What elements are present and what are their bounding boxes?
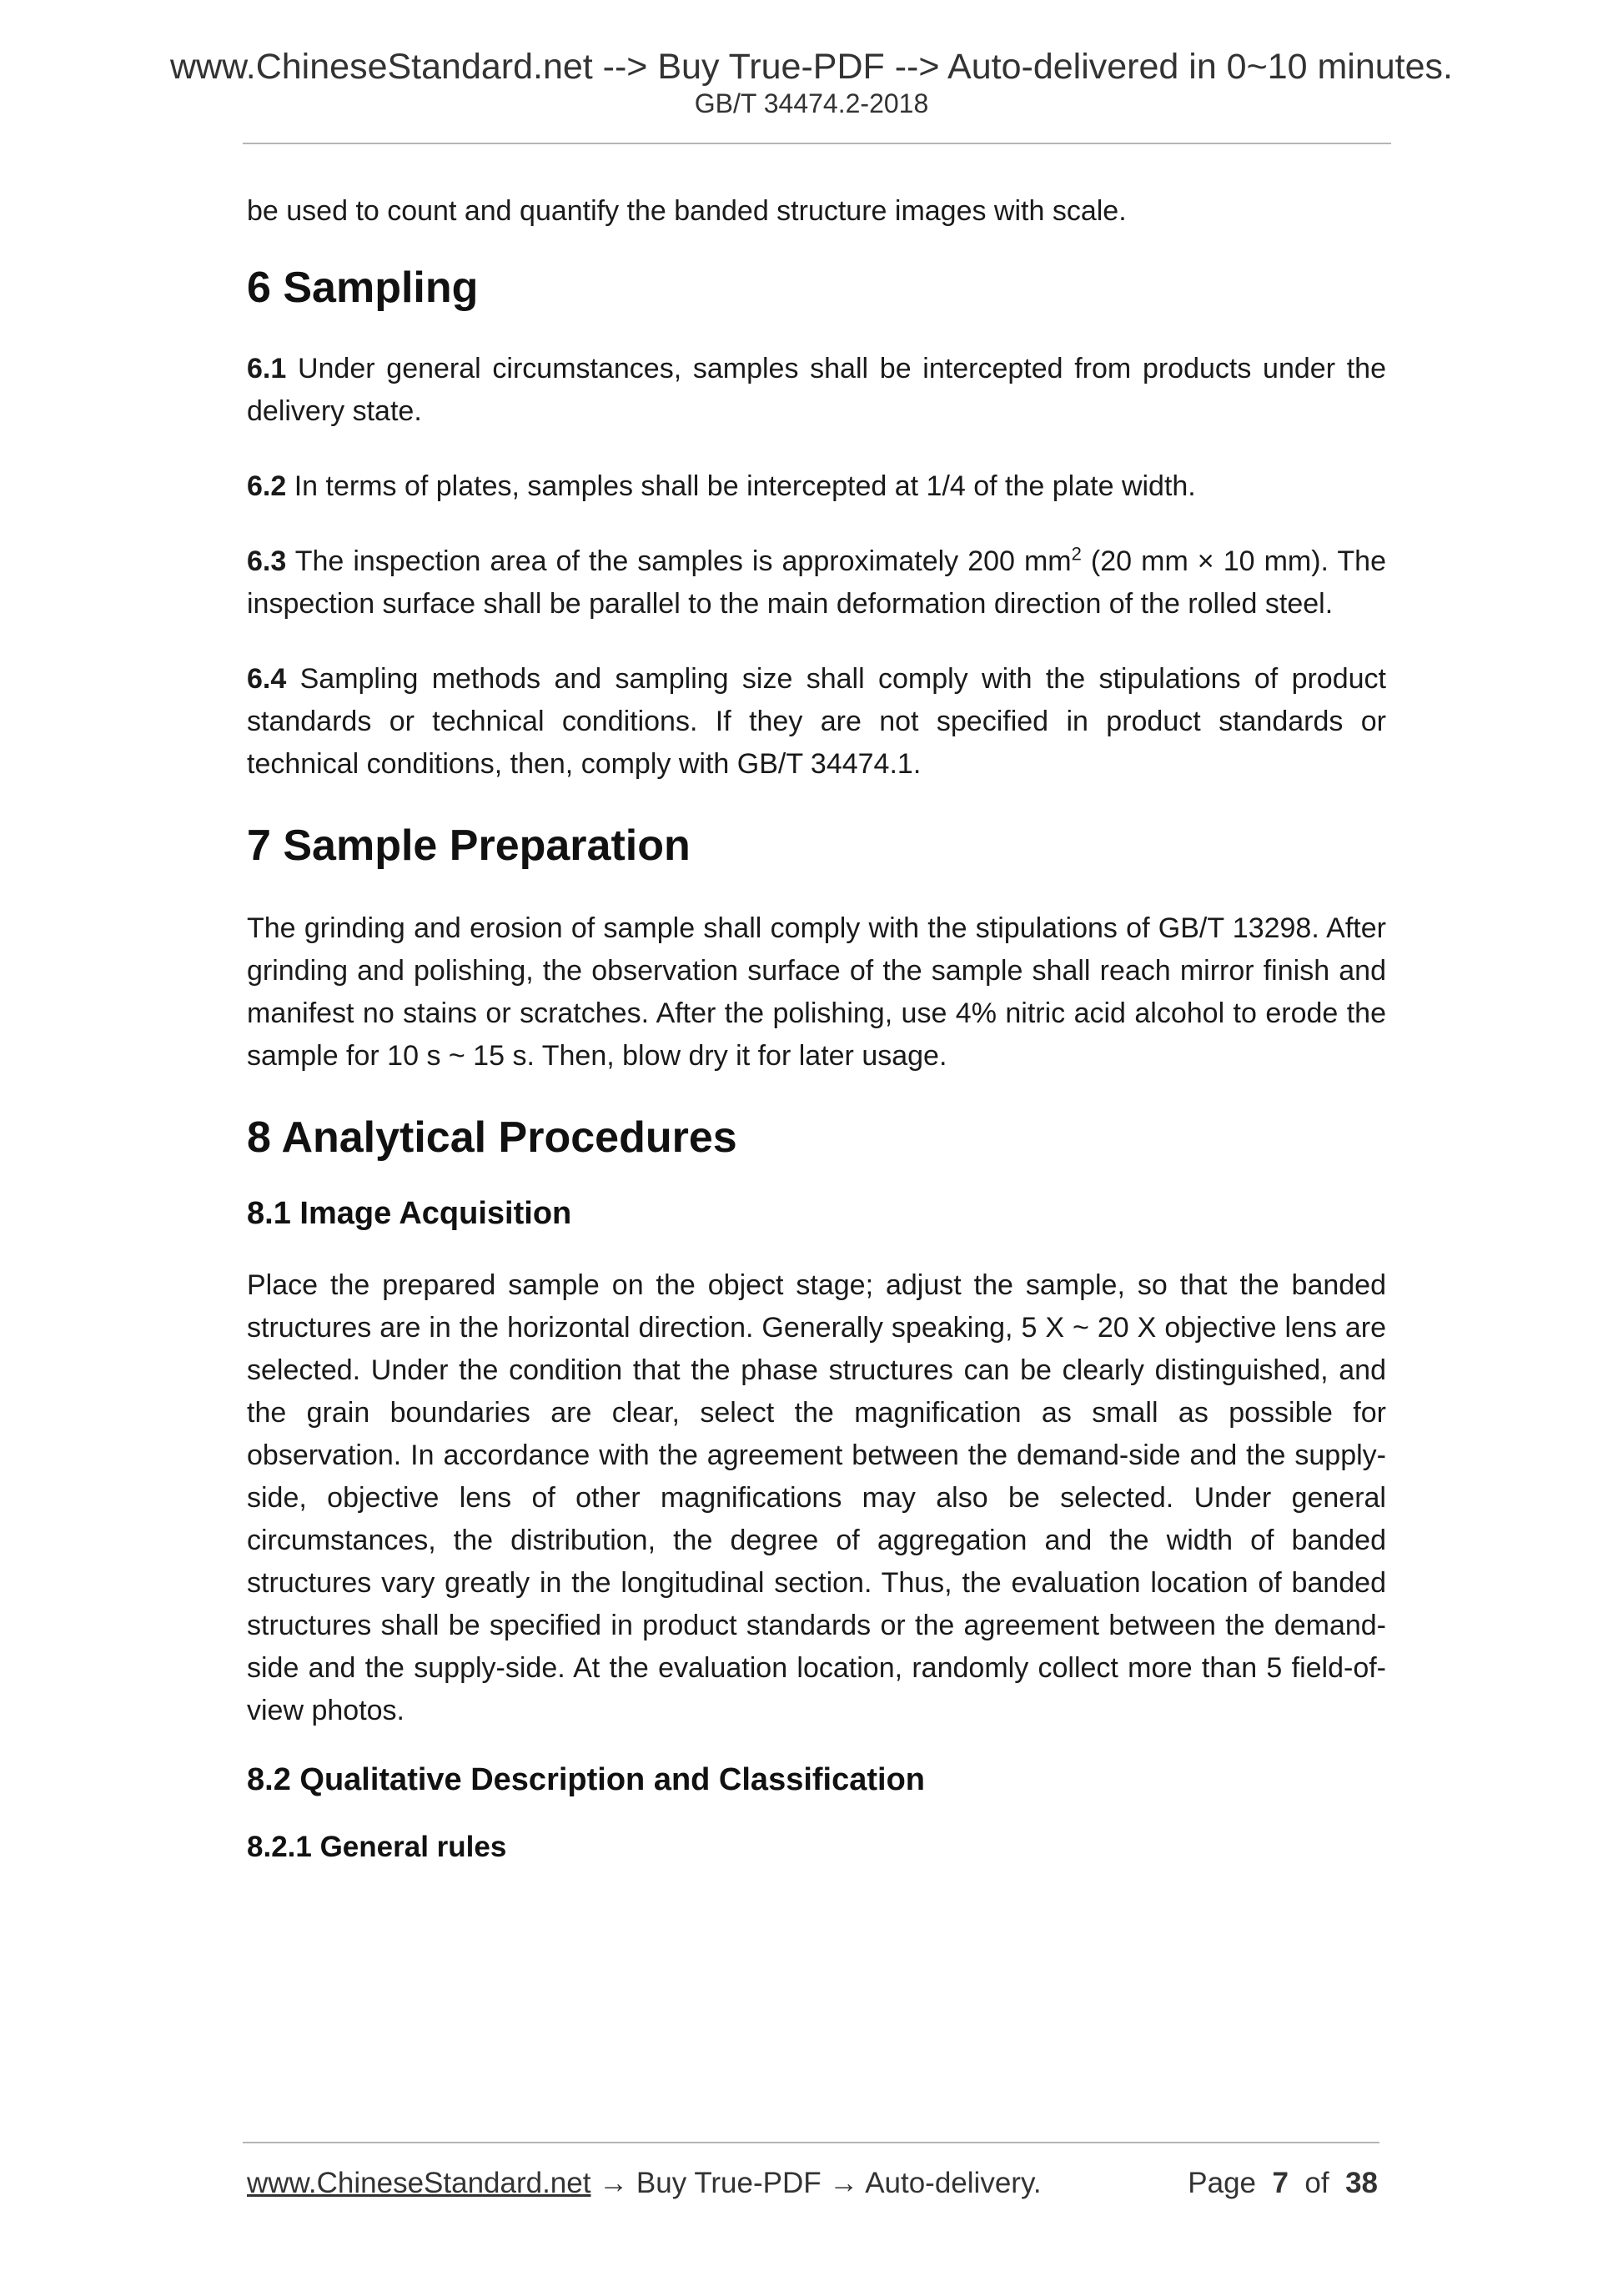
standard-code: GB/T 34474.2-2018: [694, 88, 929, 118]
header-divider: [243, 143, 1391, 144]
section-8-1-paragraph: Place the prepared sample on the object stage; adjust the sample, so that the banded structures are in the horizontal direction. Generally speaking, 5 X ~ 20 X objective lens are selected. Under the condition that the phase structures can be clearly distinguished, and the grain boundaries are clear, select the magnification as small as possible for observation. In accordance with the agreement between the demand-side and the supply-side, objective lens of other magnifications may also be selected. Under general circumstances, the distribution, the degree of aggregation and the width of banded structures vary greatly in the longitudinal section. Thus, the evaluation location of banded structures shall be specified in product standards or the agreement between the demand-side and the supply-side. At the evaluation location, randomly collect more than 5 field-of-view photos.: [247, 1269, 1386, 1726]
clause-text: (20 mm × 10 mm). The inspection surface shall be parallel to the main deformation direction of the rolled steel.: [247, 545, 1386, 620]
clause-number: 6.2: [247, 470, 287, 502]
footer-divider: [243, 2142, 1379, 2143]
clause-6-2: [247, 465, 1386, 508]
section-7-heading: 7 Sample Preparation: [247, 821, 691, 870]
footer-buy-text: Buy True-PDF: [636, 2167, 822, 2199]
clause-number: 6.1: [247, 353, 287, 384]
section-8-heading: 8 Analytical Procedures: [247, 1113, 737, 1162]
clause-text: The inspection area of the samples is approximately 200 mm: [286, 545, 1072, 577]
page-content: [247, 190, 1386, 1867]
of-label: of: [1304, 2167, 1329, 2199]
page-number: 7: [1272, 2167, 1289, 2199]
intro-paragraph: be used to count and quantify the banded structure images with scale.: [247, 195, 1127, 227]
clause-text: Under general circumstances, samples shall be intercepted from products under the delivery state.: [247, 353, 1386, 427]
section-8-2-heading: 8.2 Qualitative Description and Classification: [247, 1762, 926, 1797]
clause-6-1: [247, 348, 1386, 433]
clause-6-3: [247, 540, 1386, 625]
header-banner: www.ChineseStandard.net --> Buy True-PDF --> Auto-delivered in 0~10 minutes.: [169, 47, 1453, 87]
arrow-right-icon: →: [821, 2167, 866, 2199]
footer-delivery-text: Auto-delivery.: [865, 2167, 1042, 2199]
section-8-1-heading: 8.1 Image Acquisition: [247, 1196, 572, 1231]
superscript: 2: [1071, 543, 1082, 565]
footer-website-link[interactable]: www.ChineseStandard.net: [247, 2167, 591, 2199]
section-8-2-1-heading: 8.2.1 General rules: [247, 1831, 507, 1863]
clause-text: In terms of plates, samples shall be intercepted at 1/4 of the plate width.: [286, 470, 1196, 502]
clause-number: 6.4: [247, 663, 287, 695]
clause-number: 6.3: [247, 545, 287, 577]
page-label: Page: [1188, 2167, 1257, 2199]
clause-6-4: [247, 658, 1386, 786]
section-6-heading: 6 Sampling: [247, 264, 479, 312]
arrow-right-icon: →: [590, 2167, 636, 2199]
page-footer: [247, 2163, 1378, 2203]
page-total: 38: [1345, 2167, 1378, 2199]
clause-text: Sampling methods and sampling size shall comply with the stipulations of product standards or technical conditions. If they are not specified in product standards or technical conditions, then, comply with GB/T 34474.1.: [247, 663, 1386, 780]
section-7-paragraph: The grinding and erosion of sample shall comply with the stipulations of GB/T 13298. After grinding and polishing, the observation surface of the sample shall reach mirror finish and manifest no stains or scratches. After the polishing, use 4% nitric acid alcohol to erode the sample for 10 s ~ 15 s. Then, blow dry it for later usage.: [247, 912, 1386, 1072]
page-indicator: [1188, 2163, 1378, 2203]
